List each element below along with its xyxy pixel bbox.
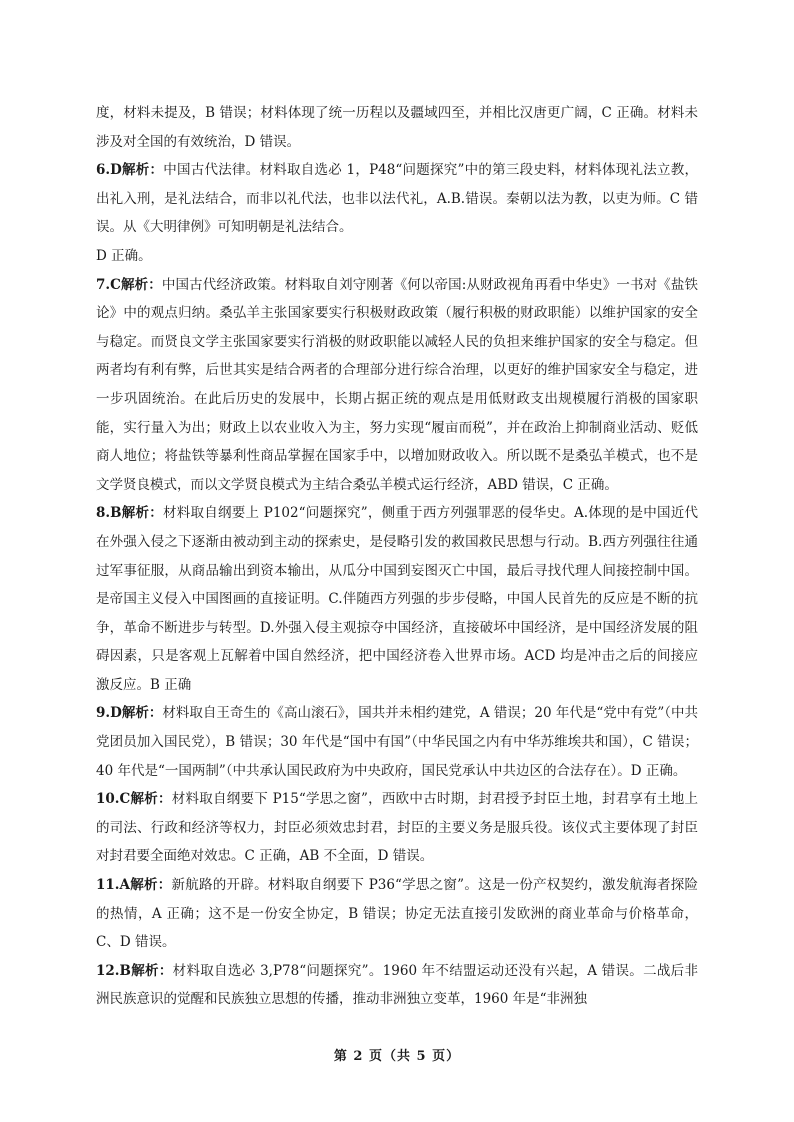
analysis-label: 解析： bbox=[130, 791, 172, 808]
answer-number: 8.B bbox=[96, 505, 122, 522]
answer-number: 10.C bbox=[96, 791, 131, 808]
analysis-label: 解析： bbox=[120, 276, 162, 293]
paragraph-text: 中国古代法律。材料取自选必 1，P48“问题探究”中的第三段史料，材料体现礼法立教，出礼入刑，是礼法结合，而非以礼代法，也非以法代礼，A.B.错误。秦朝以法为教，以吏为师。C 错误。从《大明律例》可知明朝是礼法结合。 bbox=[96, 162, 699, 236]
answer-number: 12.B bbox=[96, 962, 131, 979]
paragraph-text: 中国古代经济政策。材料取自刘守刚著《何以帝国:从财政视角再看中华史》一书对《盐铁论》中的观点归纳。桑弘羊主张国家要实行积极财政政策（履行积极的财政职能）以维护国家的安全与稳定。而贤良文学主张国家要实行消极的财政职能以减轻人民的负担来维护国家的安全与稳定。但两者均有利有弊，后世其实是结合两者的合理部分进行综合治理，以更好的维护国家安全与稳定，进一步巩固统治。在此后历史的发展中，长期占据正统的观点是用低财政支出规模履行消极的国家职能，实行量入为出；财政上以农业收入为主，努力实现“履亩而税”，并在政治上抑制商业活动、贬低商人地位；将盐铁等暴利性商品掌握在国家手中，以增加财政收入。所以既不是桑弘羊模式，也不是文学贤良模式，而以文学贤良模式为主结合桑弘羊模式运行经济，ABD 错误，C 正确。 bbox=[96, 276, 698, 493]
paragraph-continuation bbox=[96, 99, 698, 156]
analysis-label: 解析： bbox=[130, 962, 173, 979]
analysis-label: 解析： bbox=[121, 705, 163, 722]
paragraph-text: D 正确。 bbox=[96, 247, 152, 264]
paragraph-text: 新航路的开辟。材料取自纲要下 P36“学思之窗”。这是一份产权契约，激发航海者探险的热情，A 正确；这不是一份安全协定，B 错误；协定无法直接引发欧洲的商业革命与价格革命，C、D 错误。 bbox=[96, 877, 699, 951]
answer-item-6 bbox=[96, 156, 698, 242]
answer-item-11 bbox=[96, 871, 698, 957]
answer-item-10 bbox=[96, 785, 698, 871]
paragraph-text: 材料取自王奇生的《高山滚石》，国共并未相约建党，A 错误；20 年代是“党中有党”（中共党团员加入国民党），B 错误；30 年代是“国中有国”（中华民国之内有中华苏维埃共和国），C 错误；40 年代是“一国两制”（中共承认国民政府为中央政府，国民党承认中共边区的合法存在）。D 正确。 bbox=[96, 705, 699, 779]
analysis-label: 解析： bbox=[121, 162, 164, 179]
answer-number: 11.A bbox=[96, 877, 130, 894]
paragraph-text: 材料取自纲要下 P15“学思之窗”，西欧中古时期，封君授予封臣土地，封君享有土地上的司法、行政和经济等权力，封臣必须效忠封君，封臣的主要义务是服兵役。该仪式主要体现了封臣对封君要全面绝对效忠。C 正确，AB 不全面，D 错误。 bbox=[96, 791, 698, 865]
paragraph-text: 材料取自选必 3,P78“问题探究”。1960 年不结盟运动还没有兴起，A 错误。二战后非洲民族意识的觉醒和民族独立思想的传播，推动非洲独立变革，1960 年是“非洲独 bbox=[96, 962, 698, 1008]
answer-item-9 bbox=[96, 699, 698, 785]
answer-number: 6.D bbox=[96, 162, 122, 179]
answer-number: 9.D bbox=[96, 705, 122, 722]
page-footer: 第 2 页（共 5 页） bbox=[333, 1049, 461, 1064]
paragraph-text: 度，材料未提及，B 错误；材料体现了统一历程以及疆域四至，并相比汉唐更广阔，C 正确。材料未涉及对全国的有效统治，D 错误。 bbox=[96, 105, 698, 150]
answer-item-7 bbox=[96, 271, 698, 500]
analysis-label: 解析： bbox=[121, 505, 163, 522]
analysis-label: 解析： bbox=[129, 877, 172, 894]
answer-item-12 bbox=[96, 957, 698, 1014]
answer-item-8 bbox=[96, 499, 698, 699]
answer-item-6-cont bbox=[96, 242, 698, 271]
answer-content bbox=[96, 99, 698, 1014]
answer-number: 7.C bbox=[96, 276, 121, 293]
paragraph-text: 材料取自纲要上 P102“问题探究”，侧重于西方列强罪恶的侵华史。A.体现的是中国近代在外强入侵之下逐渐由被动到主动的探索史，是侵略引发的救国救民思想与行动。B.西方列强往往通过军事征服，从商品输出到资本输出，从瓜分中国到妄图灭亡中国，最后寻找代理人间接控制中国。是帝国主义侵入中国图画的直接证明。C.伴随西方列强的步步侵略，中国人民首先的反应是不断的抗争，革命不断进步与转型。D.外强入侵主观掠夺中国经济，直接破坏中国经济，是中国经济发展的阻碍因素，只是客观上瓦解着中国自然经济，把中国经济卷入世界市场。ACD 均是冲击之后的间接应激反应。B 正确 bbox=[96, 505, 698, 693]
